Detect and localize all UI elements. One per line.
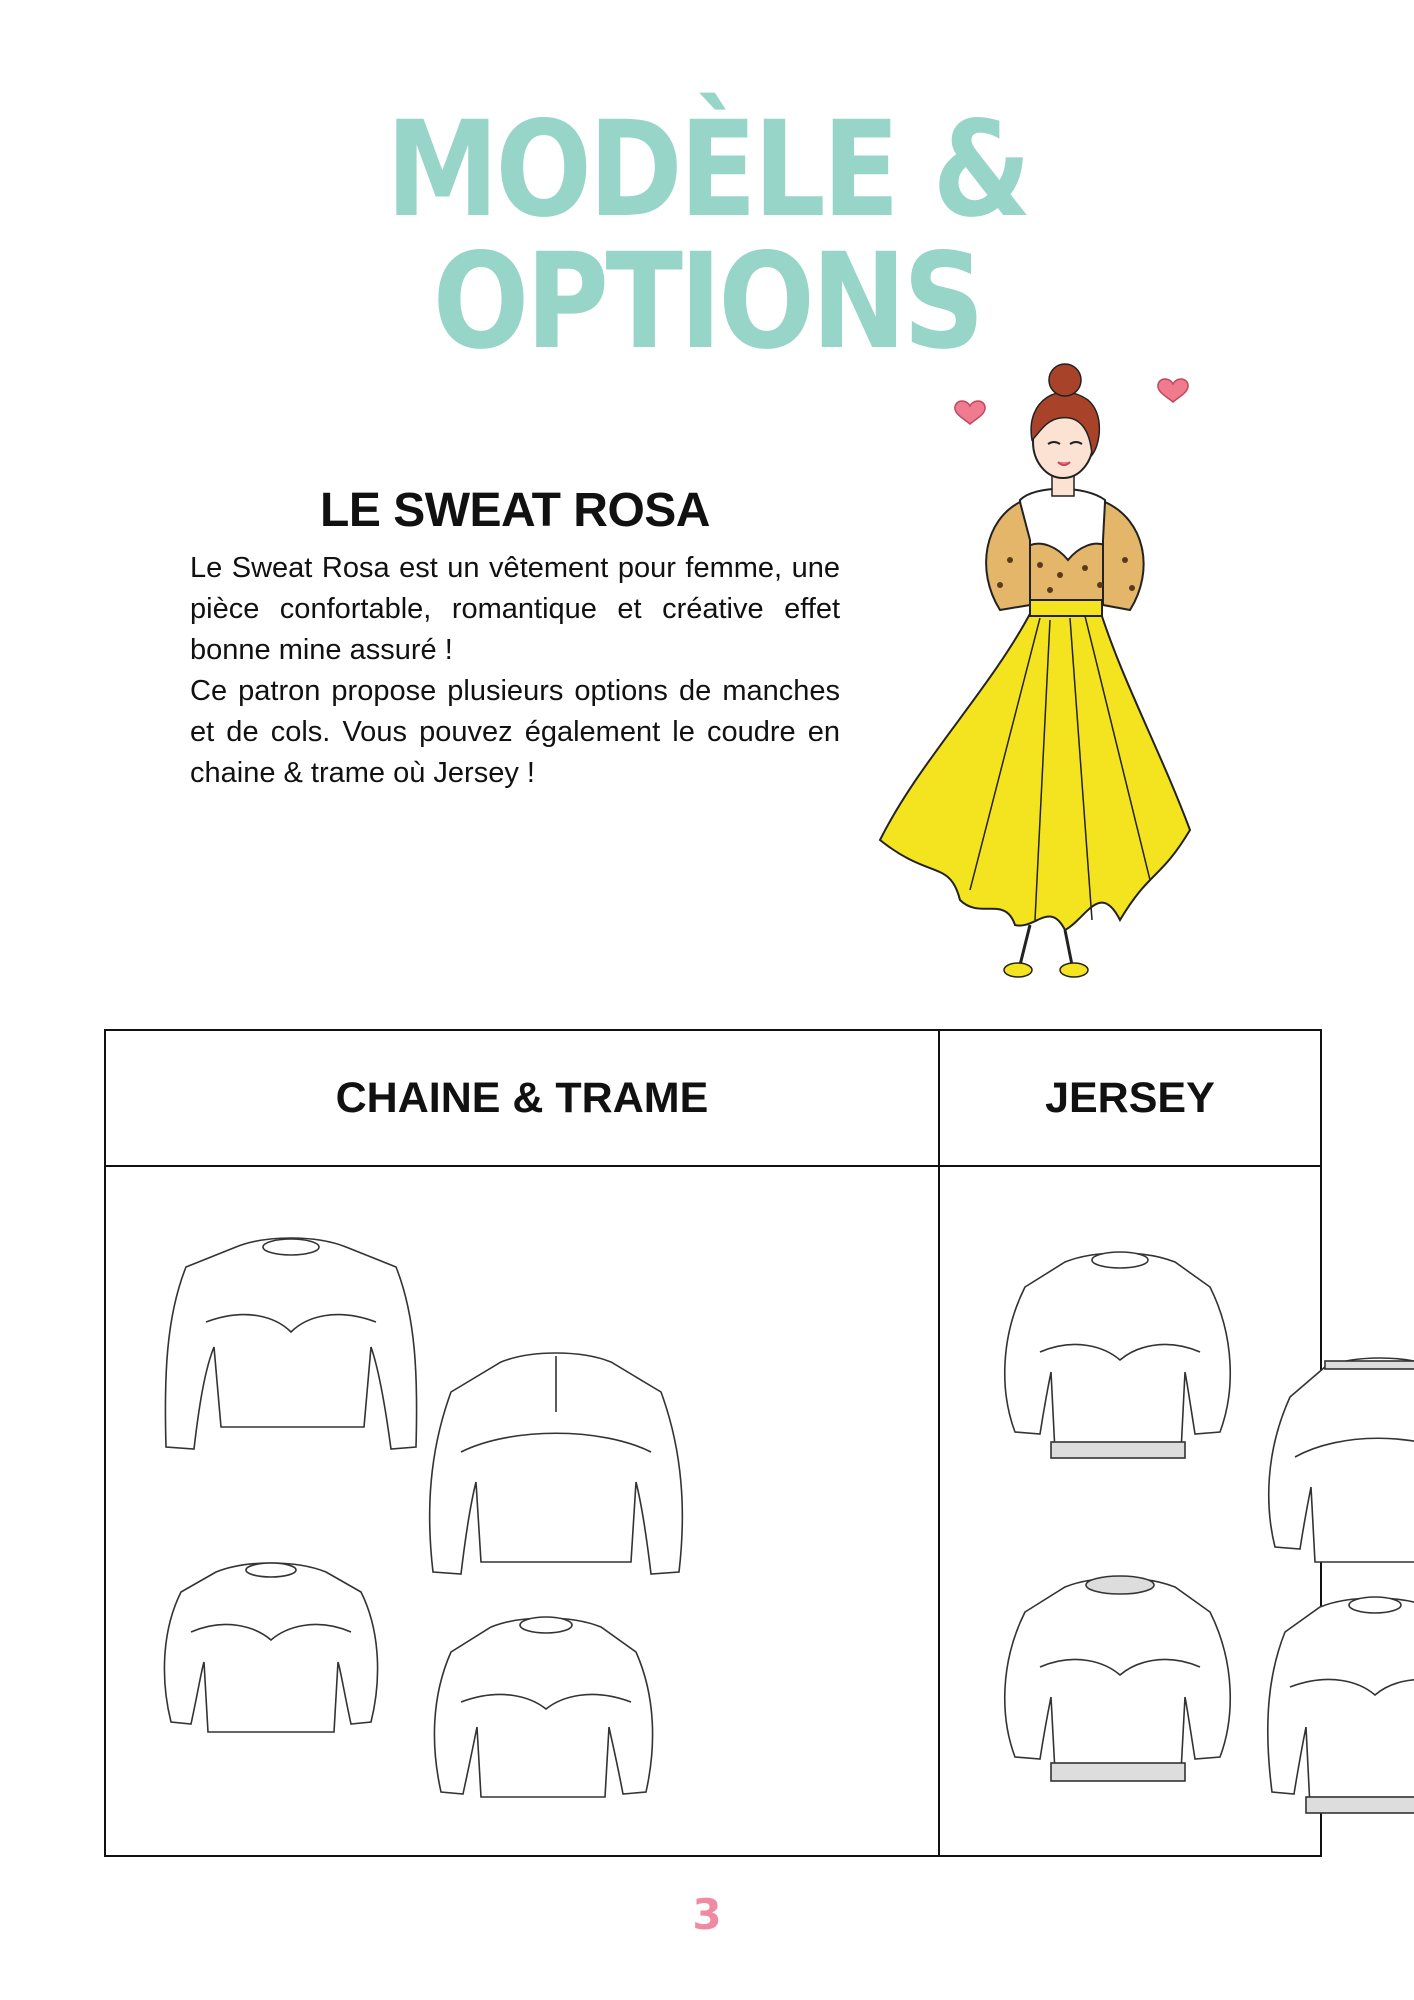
sweater-sketch <box>1268 1597 1414 1813</box>
intro-paragraph-1: Le Sweat Rosa est un vêtement pour femme, une pièce confortable, romantique et créative effet bonne mine assuré ! <box>190 551 840 666</box>
sweater-sketch <box>165 1238 416 1449</box>
woven-sweater-sketches <box>106 1167 711 1855</box>
sweater-sketch <box>1005 1252 1230 1458</box>
jersey-option-label: JERSEY <box>939 1030 1321 1166</box>
intro-section <box>190 485 840 794</box>
sweater-sketch <box>1269 1358 1414 1562</box>
page-title: MODÈLE & OPTIONS <box>385 93 1029 379</box>
page-number: 3 <box>692 1890 722 1939</box>
woven-sketches-cell <box>105 1166 939 1856</box>
sweater-sketch <box>1005 1576 1230 1781</box>
sweater-sketch <box>164 1563 377 1732</box>
sweater-sketch <box>430 1353 683 1574</box>
jersey-sketches-cell <box>939 1166 1321 1856</box>
intro-paragraph-2: Ce patron propose plusieurs options de manches et de cols. Vous pouvez également le coudre en chaine & trame où Jersey ! <box>190 674 840 789</box>
woman-illustration <box>860 360 1230 1000</box>
heart-icon <box>1158 379 1188 402</box>
jersey-sweater-sketches <box>940 1167 1414 1855</box>
options-table <box>104 1029 1322 1857</box>
heart-icon <box>955 401 985 424</box>
product-heading: LE SWEAT ROSA <box>320 484 710 537</box>
sweater-sketch <box>434 1617 652 1797</box>
woven-option-label: CHAINE & TRAME <box>105 1030 939 1166</box>
